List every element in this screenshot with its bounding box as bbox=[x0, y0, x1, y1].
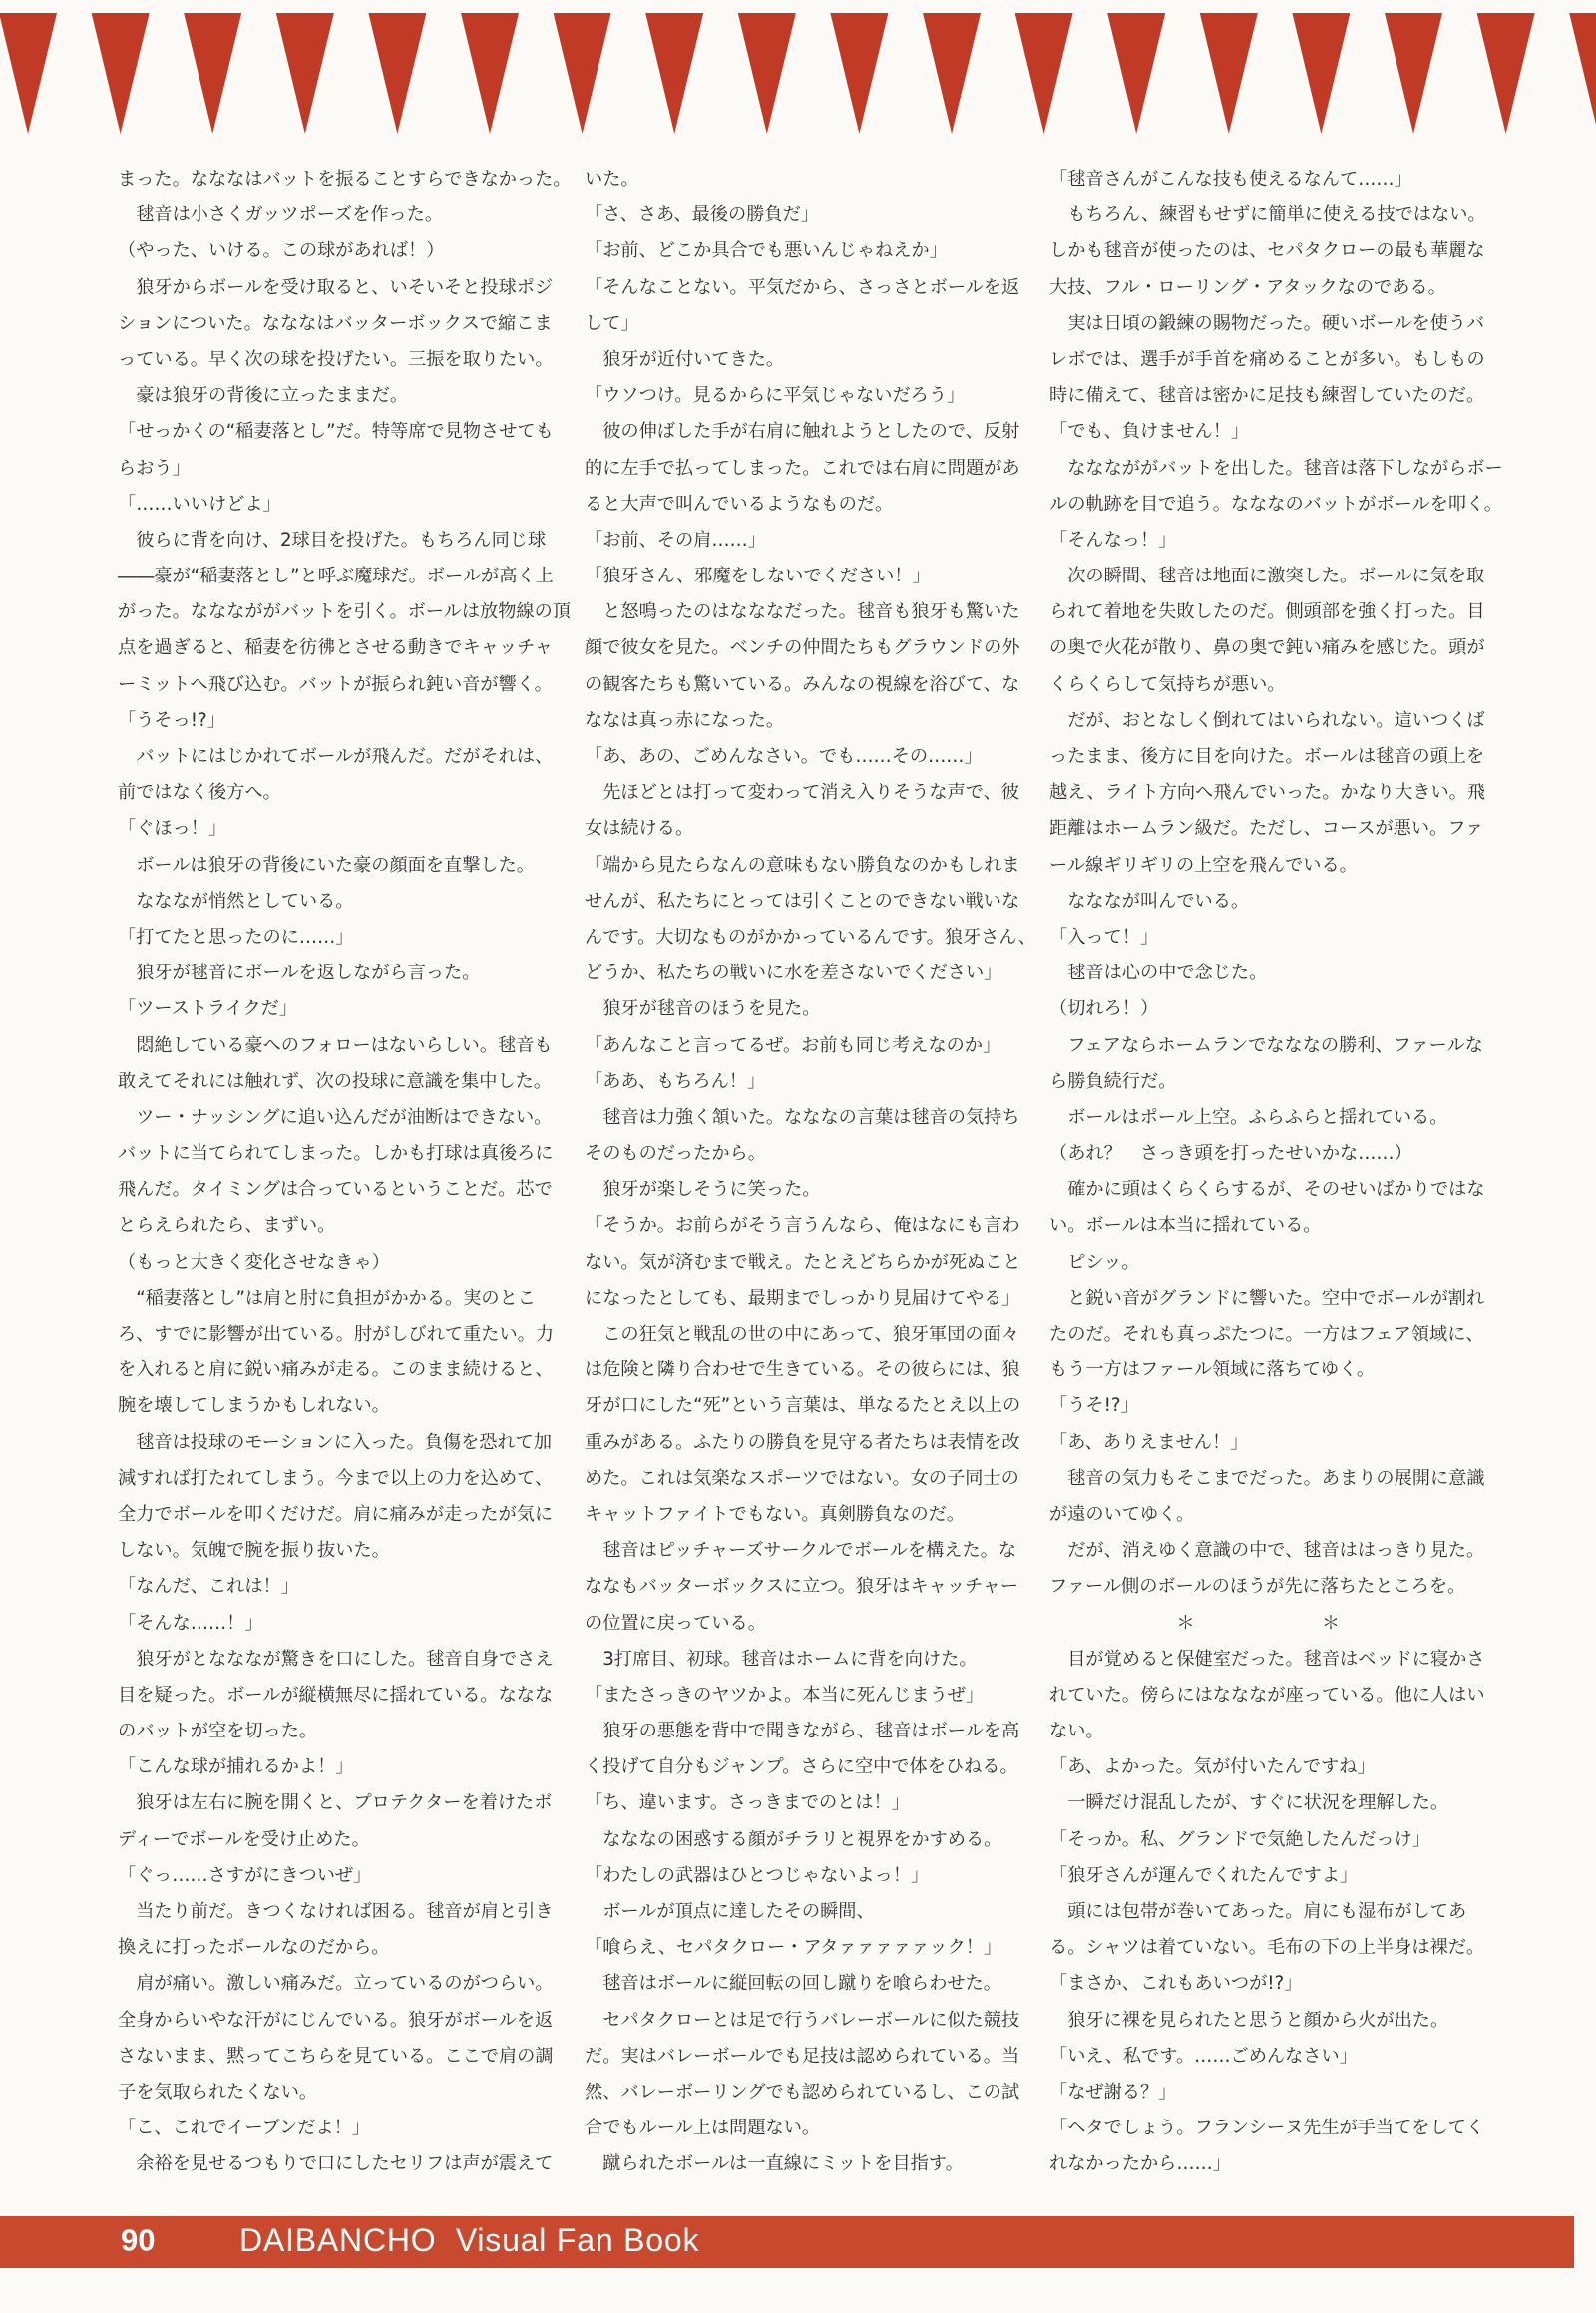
text-line: しかも毬音が使ったのは、セパタクローの最も華麗な bbox=[1049, 240, 1485, 262]
text-line: 「いえ、私です。……ごめんなさい」 bbox=[1049, 2045, 1358, 2067]
pennant-icon bbox=[461, 13, 519, 134]
text-line: 毬音は小さくガッツポーズを作った。 bbox=[118, 204, 444, 226]
text-line: 狼牙は左右に腕を開くと、プロテクターを着けたボ bbox=[118, 1792, 553, 1814]
text-line: 敢えてそれには触れず、次の投球に意識を集中した。 bbox=[118, 1070, 553, 1092]
text-line: の観客たちも驚いている。みんなの視線を浴びて、な bbox=[585, 673, 1020, 695]
text-line: 「またさっきのヤツかよ。本当に死んじまうぜ」 bbox=[585, 1684, 985, 1706]
text-line: ツー・ナッシングに追い込んだが油断はできない。 bbox=[118, 1106, 553, 1128]
text-line: 顔で彼女を見た。ベンチの仲間たちもグラウンドの外 bbox=[585, 637, 1020, 659]
text-line: 目が覚めると保健室だった。毬音はベッドに寝かさ bbox=[1049, 1648, 1485, 1670]
text-line: 前ではなく後方へ。 bbox=[118, 782, 281, 804]
text-line: 大技、フル・ローリング・アタックなのである。 bbox=[1049, 276, 1446, 298]
text-line: 毬音は心の中で念じた。 bbox=[1049, 963, 1268, 984]
text-line: 彼らに背を向け、2球目を投げた。もちろん同じ球 bbox=[118, 529, 547, 551]
text-line: 的に左手で払ってしまった。これでは右肩に問題があ bbox=[585, 457, 1020, 479]
text-line: 「うそ!?」 bbox=[1049, 1395, 1139, 1417]
text-line: 合でもルール上は問題ない。 bbox=[585, 2118, 821, 2139]
text-column-1 bbox=[118, 162, 572, 2183]
text-line: 飛んだ。タイミングは合っているということだ。芯で bbox=[118, 1179, 553, 1201]
book-title: DAIBANCHO Visual Fan Book bbox=[239, 2222, 700, 2259]
text-line: 「あ、ありえません！」 bbox=[1049, 1431, 1249, 1453]
text-line: 然、バレーボーリングでも認められているし、この試 bbox=[585, 2081, 1020, 2103]
text-line: 実は日頃の鍛練の賜物だった。硬いボールを使うバ bbox=[1049, 312, 1485, 334]
text-line: 「まさか、これもあいつが!?」 bbox=[1049, 1973, 1303, 1995]
text-line: 「そんなっ！」 bbox=[1049, 529, 1177, 551]
text-line: どうか、私たちの戦いに水を差さないでください」 bbox=[585, 963, 1002, 984]
text-line: ると大声で叫んでいるようなものだ。 bbox=[585, 493, 894, 515]
pennant-icon bbox=[1569, 13, 1596, 134]
text-line: まった。なななはバットを振ることすらできなかった。 bbox=[118, 169, 572, 190]
text-line: 毬音はボールに縦回転の回し蹴りを喰らわせた。 bbox=[585, 1973, 1001, 1995]
text-line: ったまま、後方に目を向けた。ボールは毬音の頭上を bbox=[1049, 746, 1485, 767]
text-line: る。シャツは着ていない。毛布の下の上半身は裸だ。 bbox=[1049, 1937, 1485, 1959]
text-line: 毬音の気力もそこまでだった。あまりの展開に意識 bbox=[1049, 1467, 1485, 1489]
text-line: になったとしても、最期までしっかり見届けてやる」 bbox=[585, 1287, 1020, 1309]
pennant-icon bbox=[0, 13, 57, 134]
text-line: 距離はホームラン級だ。ただし、コースが悪い。ファ bbox=[1049, 818, 1484, 840]
text-line: の奥で火花が散り、鼻の奥で鈍い痛みを感じた。頭が bbox=[1049, 637, 1485, 659]
text-line: 「せっかくの“稲妻落とし”だ。特等席で見物させても bbox=[118, 421, 554, 443]
text-line: ろ、すでに影響が出ている。肘がしびれて重たい。力 bbox=[118, 1324, 555, 1345]
text-line: せんが、私たちにとっては引くことのできない戦いな bbox=[585, 890, 1020, 912]
pennant-icon bbox=[276, 13, 334, 134]
text-line: だ。実はバレーボールでも足技は認められている。当 bbox=[585, 2045, 1020, 2067]
text-line: ななは真っ赤になった。 bbox=[585, 709, 785, 731]
text-line: 先ほどとは打って変わって消え入りそうな声で、彼 bbox=[585, 782, 1019, 804]
text-line: 子を気取られたくない。 bbox=[118, 2081, 318, 2103]
text-line: らおう」 bbox=[118, 457, 191, 479]
text-line: 「でも、負けません！」 bbox=[1049, 421, 1250, 443]
text-line: ピシッ。 bbox=[1049, 1251, 1140, 1273]
footer-bar bbox=[0, 2216, 1574, 2268]
pennant-icon bbox=[738, 13, 796, 134]
text-line: 「さ、さあ、最後の勝負だ」 bbox=[585, 204, 819, 226]
text-line: 減すれば打たれてしまう。今まで以上の力を込めて、 bbox=[118, 1467, 554, 1489]
text-line: ら勝負続行だ。 bbox=[1049, 1070, 1177, 1092]
text-line: く投げて自分もジャンプ。さらに空中で体をひねる。 bbox=[585, 1756, 1018, 1778]
text-line: レボでは、選手が手首を痛めることが多い。もしもの bbox=[1049, 348, 1485, 370]
text-line: （もっと大きく変化させなきゃ） bbox=[118, 1251, 390, 1273]
text-line: いた。 bbox=[585, 169, 639, 190]
text-line: （切れろ！） bbox=[1049, 998, 1159, 1020]
text-line: 「ああ、もちろん！」 bbox=[585, 1070, 766, 1092]
text-line: ルの軌跡を目で追う。なななのバットがボールを叩く。 bbox=[1049, 493, 1502, 515]
pennant-icon bbox=[1385, 13, 1442, 134]
text-line: ＊ ＊ bbox=[1049, 1612, 1341, 1634]
text-line: っている。早く次の球を投げたい。三振を取りたい。 bbox=[118, 348, 554, 370]
text-line: い。ボールは本当に揺れている。 bbox=[1049, 1215, 1322, 1237]
text-line: 「うそっ!?」 bbox=[118, 709, 225, 731]
text-line: 一瞬だけ混乱したが、すぐに状況を理解した。 bbox=[1049, 1792, 1449, 1814]
text-line: 豪は狼牙の背後に立ったままだ。 bbox=[118, 385, 409, 407]
text-line: （あれ？ さっき頭を打ったせいかな……） bbox=[1049, 1143, 1412, 1165]
text-line: 「お前、どこか具合でも悪いんじゃねえか」 bbox=[585, 240, 948, 262]
text-line: 狼牙の悪態を背中で聞きながら、毬音はボールを高 bbox=[585, 1721, 1020, 1742]
text-line: 毬音は力強く頷いた。なななの言葉は毬音の気持ち bbox=[585, 1106, 1020, 1128]
pennant-icon bbox=[1200, 13, 1258, 134]
text-line: ディーでボールを受け止めた。 bbox=[118, 1828, 370, 1850]
text-line: ーミットへ飛び込む。バットが振られ鈍い音が響く。 bbox=[118, 673, 553, 695]
text-line: 肩が痛い。激しい痛みだ。立っているのがつらい。 bbox=[118, 1973, 554, 1995]
pennant-icon bbox=[1107, 13, 1165, 134]
text-line: この狂気と戦乱の世の中にあって、狼牙軍団の面々 bbox=[585, 1324, 1019, 1345]
text-line: ない。気が済むまで戦え。たとえどちらかが死ぬこと bbox=[585, 1251, 1021, 1273]
text-line: 「ち、違います。さっきまでのとは！」 bbox=[585, 1792, 910, 1814]
text-line: 「あ、あの、ごめんなさい。でも……その……」 bbox=[585, 746, 983, 767]
text-line: がった。なななががバットを引く。ボールは放物線の頂 bbox=[118, 601, 571, 623]
text-line: めた。これは気楽なスポーツではない。女の子同士の bbox=[585, 1467, 1019, 1489]
text-line: ボールはポール上空。ふらふらと揺れている。 bbox=[1049, 1106, 1448, 1128]
text-line: もちろん、練習もせずに簡単に使える技ではない。 bbox=[1049, 204, 1486, 226]
text-line: 「端から見たらなんの意味もない勝負なのかもしれま bbox=[585, 854, 1020, 876]
text-line: たのだ。それも真っぷたつに。一方はフェア領域に、 bbox=[1049, 1324, 1484, 1345]
page-number: 90 bbox=[121, 2222, 156, 2258]
text-line: 「毬音さんがこんな技も使えるなんて……」 bbox=[1049, 169, 1412, 190]
text-line: 毬音は投球のモーションに入った。負傷を恐れて加 bbox=[118, 1431, 553, 1453]
text-line: 「なんだ、これは！」 bbox=[118, 1576, 299, 1598]
text-line: 「入って！」 bbox=[1049, 926, 1159, 948]
text-line: 「そっか。私、グランドで気絶したんだっけ」 bbox=[1049, 1828, 1430, 1850]
text-line: しない。気魄で腕を振り抜いた。 bbox=[118, 1540, 390, 1562]
text-line: 「ぐっ……さすがにきついぜ」 bbox=[118, 1864, 372, 1886]
text-line: （やった、いける。この球があれば！） bbox=[118, 240, 445, 262]
text-line: 「こ、これでイーブンだよ！」 bbox=[118, 2118, 370, 2139]
pennant-icon bbox=[554, 13, 611, 134]
text-line: 蹴られたボールは一直線にミットを目指す。 bbox=[585, 2153, 964, 2175]
text-line: 「そうか。お前らがそう言うんなら、俺はなにも言わ bbox=[585, 1215, 1020, 1237]
pennant-icon bbox=[645, 13, 703, 134]
text-line: ボールは狼牙の背後にいた豪の顔面を直撃した。 bbox=[118, 854, 535, 876]
text-line: 重みがある。ふたりの勝負を見守る者たちは表情を改 bbox=[585, 1431, 1020, 1453]
text-line: なななががバットを出した。毬音は落下しながらボー bbox=[1049, 457, 1503, 479]
text-line: フェアならホームランでなななの勝利、ファールな bbox=[1049, 1034, 1483, 1056]
text-line: 「打てたと思ったのに……」 bbox=[118, 926, 354, 948]
text-line: 悶絶している豪へのフォローはないらしい。毬音も bbox=[118, 1034, 553, 1056]
text-line: 「ツーストライクだ」 bbox=[118, 998, 298, 1020]
text-line: 「なぜ謝る？」 bbox=[1049, 2081, 1177, 2103]
text-line: 「ヘタでしょう。フランシーヌ先生が手当てをしてく bbox=[1049, 2118, 1485, 2139]
text-line: 牙が口にした“死”という言葉は、単なるたとえ以上の bbox=[585, 1395, 1021, 1417]
text-line: 狼牙が毬音のほうを見た。 bbox=[585, 998, 821, 1020]
text-line: なななが悄然としている。 bbox=[118, 890, 354, 912]
text-line: んです。大切なものがかかっているんです。狼牙さん、 bbox=[585, 926, 1036, 948]
text-line: 「あ、よかった。気が付いたんですね」 bbox=[1049, 1756, 1376, 1778]
text-line: 「そんな……！」 bbox=[118, 1612, 263, 1634]
pennant-icon bbox=[923, 13, 981, 134]
text-column-3 bbox=[1049, 162, 1503, 2183]
pennant-icon bbox=[1477, 13, 1535, 134]
text-line: 彼の伸ばした手が右肩に触れようとしたので、反射 bbox=[585, 421, 1020, 443]
text-line: ――豪が“稲妻落とし”と呼ぶ魔球だ。ボールが高く上 bbox=[118, 566, 554, 587]
pennant-icon bbox=[184, 13, 241, 134]
text-line: そのものだったから。 bbox=[585, 1143, 766, 1165]
text-line: 「ウソつけ。見るからに平気じゃないだろう」 bbox=[585, 385, 966, 407]
text-line: バットにはじかれてボールが飛んだ。だがそれは、 bbox=[118, 746, 554, 767]
text-line: 点を過ぎると、稲妻を彷彿とさせる動きでキャッチャ bbox=[118, 637, 553, 659]
text-line: キャットファイトでもない。真剣勝負なのだ。 bbox=[585, 1503, 966, 1525]
text-line: 全身からいやな汗がにじんでいる。狼牙がボールを返 bbox=[118, 2009, 554, 2031]
text-line: 「そんなことない。平気だから、さっさとボールを返 bbox=[585, 276, 1020, 298]
text-line: ール線ギリギリの上空を飛んでいる。 bbox=[1049, 854, 1358, 876]
text-line: 狼牙からボールを受け取ると、いそいそと投球ポジ bbox=[118, 276, 554, 298]
text-line: くらくらして気持ちが悪い。 bbox=[1049, 673, 1286, 695]
text-line: 全力でボールを叩くだけだ。肩に痛みが走ったが気に bbox=[118, 1503, 554, 1525]
text-line: 頭には包帯が巻いてあった。肩にも湿布がしてあ bbox=[1049, 1901, 1467, 1922]
text-line: 「わたしの武器はひとつじゃないよっ！」 bbox=[585, 1864, 930, 1886]
text-line: と怒鳴ったのはなななだった。毬音も狼牙も驚いた bbox=[585, 601, 1020, 623]
text-line: ななもバッターボックスに立つ。狼牙はキャッチャー bbox=[585, 1576, 1019, 1598]
text-line: 狼牙が毬音にボールを返しながら言った。 bbox=[118, 963, 481, 984]
text-line: とらえられたら、まずい。 bbox=[118, 1215, 336, 1237]
text-line: ボールが頂点に達したその瞬間、 bbox=[585, 1901, 875, 1922]
pennant-icon bbox=[92, 13, 150, 134]
text-line: れていた。傍らにはなななが座っている。他に人はい bbox=[1049, 1684, 1485, 1706]
text-line: を入れると肩に鋭い痛みが走る。このまま続けると、 bbox=[118, 1359, 554, 1381]
text-line: 狼牙に裸を見られたと思うと顔から火が出た。 bbox=[1049, 2009, 1449, 2031]
pennant-banner bbox=[0, 0, 1596, 140]
text-line: バットに当てられてしまった。しかも打球は真後ろに bbox=[118, 1143, 554, 1165]
text-line: 「お前、その肩……」 bbox=[585, 529, 766, 551]
text-line: れなかったから……」 bbox=[1049, 2153, 1231, 2175]
text-line: 狼牙がとなななが驚きを口にした。毬音自身でさえ bbox=[118, 1648, 554, 1670]
text-line: なななが叫んでいる。 bbox=[1049, 890, 1250, 912]
text-line: 「狼牙さん、邪魔をしないでください！」 bbox=[585, 566, 931, 587]
text-line: 換えに打ったボールなのだから。 bbox=[118, 1937, 390, 1959]
pennant-icon bbox=[368, 13, 426, 134]
text-line: の位置に戻っている。 bbox=[585, 1612, 766, 1634]
text-line: して」 bbox=[585, 312, 639, 334]
pennant-icon bbox=[830, 13, 888, 134]
text-line: 「こんな球が捕れるかよ！」 bbox=[118, 1756, 354, 1778]
text-line: 「……いいけどよ」 bbox=[118, 493, 281, 515]
text-line: 狼牙が楽しそうに笑った。 bbox=[585, 1179, 821, 1201]
text-line: 毬音はピッチャーズサークルでボールを構えた。な bbox=[585, 1540, 1017, 1562]
text-line: られて着地を失敗したのだ。側頭部を強く打った。目 bbox=[1049, 601, 1485, 623]
text-line: 「狼牙さんが運んでくれたんですよ」 bbox=[1049, 1864, 1359, 1886]
text-line: 3打席目、初球。毬音はホームに背を向けた。 bbox=[585, 1648, 978, 1670]
text-line: ない。 bbox=[1049, 1721, 1104, 1742]
text-line: 当たり前だ。きつくなければ困る。毬音が肩と引き bbox=[118, 1901, 554, 1922]
text-line: 腕を壊してしまうかもしれない。 bbox=[118, 1395, 390, 1417]
text-line: もう一方はファール領域に落ちてゆく。 bbox=[1049, 1359, 1376, 1381]
text-line: は危険と隣り合わせで生きている。その彼らには、狼 bbox=[585, 1359, 1020, 1381]
text-line: 時に備えて、毬音は密かに足技も練習していたのだ。 bbox=[1049, 385, 1485, 407]
text-line: さないまま、黙ってこちらを見ている。ここで肩の調 bbox=[118, 2045, 554, 2067]
text-line: 越え、ライト方向へ飛んでいった。かなり大きい。飛 bbox=[1049, 782, 1486, 804]
text-line: 狼牙が近付いてきた。 bbox=[585, 348, 785, 370]
text-line: のバットが空を切った。 bbox=[118, 1721, 318, 1742]
text-line: 余裕を見せるつもりで口にしたセリフは声が震えて bbox=[118, 2153, 554, 2175]
pennant-icon bbox=[1015, 13, 1073, 134]
text-line: だが、おとなしく倒れてはいられない。這いつくば bbox=[1049, 709, 1485, 731]
text-line: だが、消えゆく意識の中で、毬音ははっきり見た。 bbox=[1049, 1540, 1485, 1562]
text-line: ファール側のボールのほうが先に落ちたところを。 bbox=[1049, 1576, 1466, 1598]
pennant-icon bbox=[1292, 13, 1350, 134]
text-column-2 bbox=[585, 162, 1036, 2183]
text-line: ションについた。なななはバッターボックスで縮こま bbox=[118, 312, 553, 334]
text-line: 「あんなこと言ってるぜ。お前も同じ考えなのか」 bbox=[585, 1034, 1001, 1056]
text-line: 女は続ける。 bbox=[585, 818, 694, 840]
text-line: 確かに頭はくらくらするが、そのせいばかりではな bbox=[1049, 1179, 1485, 1201]
text-line: 目を疑った。ボールが縦横無尽に揺れている。ななな bbox=[118, 1684, 554, 1706]
text-line: なななの困惑する顔がチラリと視界をかすめる。 bbox=[585, 1828, 1002, 1850]
text-line: が遠のいてゆく。 bbox=[1049, 1503, 1195, 1525]
text-line: 「喰らえ、セパタクロー・アタァァァァァック！」 bbox=[585, 1937, 1002, 1959]
text-line: セパタクローとは足で行うバレーボールに似た競技 bbox=[585, 2009, 1020, 2031]
text-line: 次の瞬間、毬音は地面に激突した。ボールに気を取 bbox=[1049, 566, 1485, 587]
text-line: と鋭い音がグランドに響いた。空中でボールが割れ bbox=[1049, 1287, 1485, 1309]
text-line: 「ぐほっ！」 bbox=[118, 818, 227, 840]
text-line: “稲妻落とし”は肩と肘に負担がかかる。実のとこ bbox=[118, 1287, 536, 1309]
